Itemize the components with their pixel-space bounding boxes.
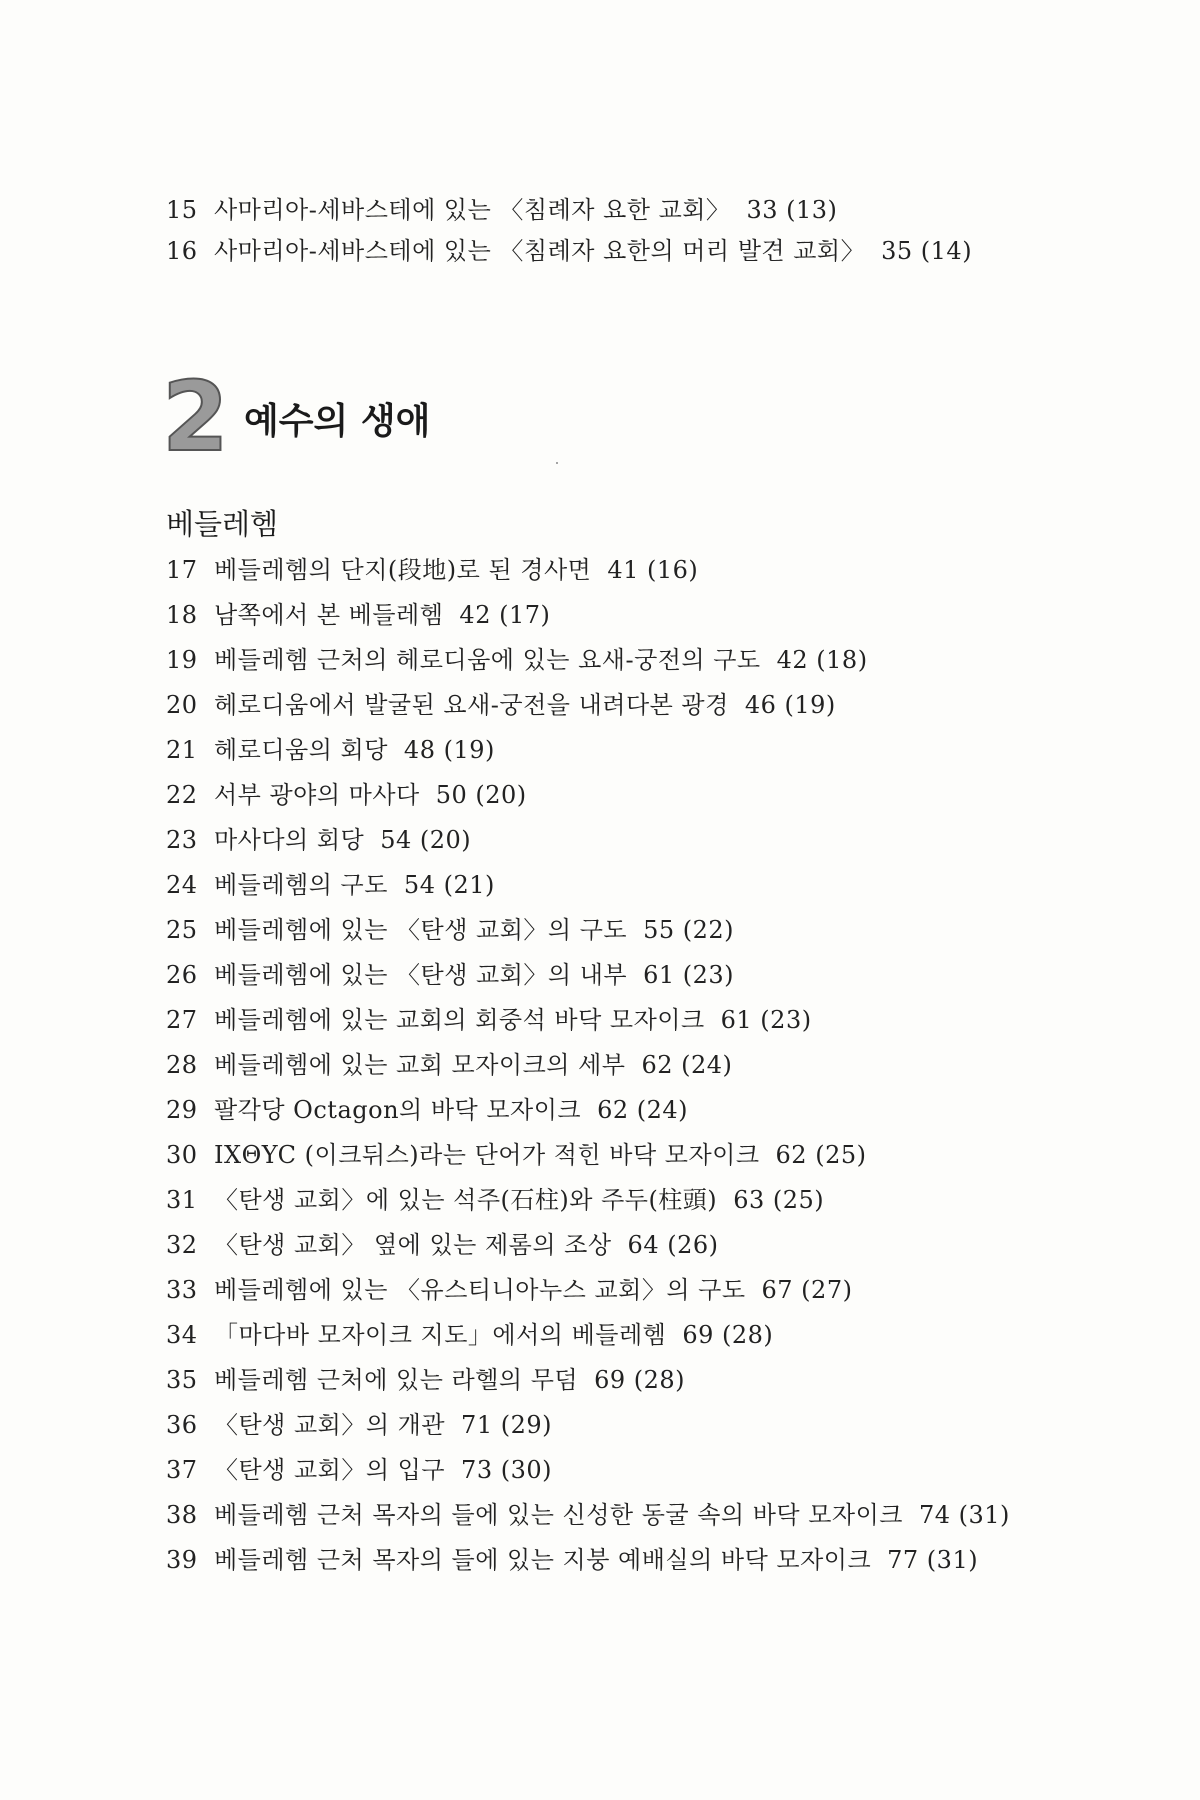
entry-page: 46 (19): [744, 691, 836, 719]
entry-page: 61 (23): [720, 1006, 812, 1034]
entry-title: 마사다의 회당: [214, 826, 365, 854]
entry-number: 26: [166, 961, 198, 989]
toc-entry: [166, 735, 495, 765]
entry-number: 19: [166, 646, 198, 674]
toc-entry: [166, 1050, 732, 1080]
entry-title: 서부 광야의 마사다: [214, 781, 420, 809]
entry-page: 62 (24): [597, 1096, 689, 1124]
entry-title: 헤로디움에서 발굴된 요새-궁전을 내려다본 광경: [214, 691, 729, 719]
section-title: 베들레헴: [166, 507, 279, 541]
toc-entry: [166, 600, 550, 630]
chapter-number: 2: [162, 361, 229, 473]
toc-entry: [166, 1275, 852, 1305]
entry-title: 베들레헴 근처 목자의 들에 있는 지붕 예배실의 바닥 모자이크: [214, 1546, 872, 1574]
entry-number: 31: [166, 1186, 198, 1214]
entry-page: 55 (22): [643, 916, 735, 944]
entry-number: 28: [166, 1051, 198, 1079]
entry-title: 〈탄생 교회〉 옆에 있는 제롬의 조상: [214, 1231, 612, 1259]
entry-number: 34: [166, 1321, 198, 1349]
toc-entry: [166, 1365, 685, 1395]
entry-number: 25: [166, 916, 198, 944]
entry-title: 사마리아-세바스테에 있는 〈침례자 요한 교회〉: [214, 196, 731, 224]
entry-number: 30: [166, 1141, 198, 1169]
entry-number: 29: [166, 1096, 198, 1124]
entry-title: 〈탄생 교회〉의 개관: [214, 1411, 446, 1439]
entry-title: 베들레헴 근처에 있는 라헬의 무덤: [214, 1366, 579, 1394]
chapter-heading: [162, 361, 762, 473]
entry-page: 71 (29): [461, 1411, 552, 1439]
toc-entry: [166, 1095, 688, 1125]
entry-title: 베들레헴의 단지(段地)로 된 경사면: [214, 556, 592, 584]
entry-page: 54 (20): [380, 826, 472, 854]
toc-entry: [166, 1500, 1010, 1530]
entry-number: 27: [166, 1006, 198, 1034]
entry-title: 베들레헴에 있는 교회의 회중석 바닥 모자이크: [214, 1006, 705, 1034]
entry-page: 41 (16): [607, 556, 699, 584]
entry-number: 36: [166, 1411, 198, 1439]
entry-number: 16: [166, 237, 198, 265]
entry-number: 20: [166, 691, 198, 719]
entry-number: 35: [166, 1366, 198, 1394]
entry-page: 48 (19): [403, 736, 495, 764]
entry-title: 〈탄생 교회〉에 있는 석주(石柱)와 주두(柱頭): [214, 1186, 718, 1214]
entry-number: 22: [166, 781, 198, 809]
entry-page: 69 (28): [594, 1366, 686, 1394]
toc-entry: [166, 1005, 812, 1035]
toc-entry: [166, 825, 471, 855]
entry-title: IXΘYC (이크뒤스)라는 단어가 적힌 바닥 모자이크: [214, 1141, 760, 1169]
entry-page: 63 (25): [733, 1186, 825, 1214]
entry-title: 사마리아-세바스테에 있는 〈침례자 요한의 머리 발견 교회〉: [214, 237, 866, 265]
toc-entry: [166, 1230, 718, 1260]
entry-page: 54 (21): [403, 871, 495, 899]
toc-entry: [166, 1455, 552, 1485]
toc-entry: [166, 690, 836, 720]
entry-number: 38: [166, 1501, 198, 1529]
entry-title: 남쪽에서 본 베들레헴: [214, 601, 444, 629]
entry-number: 17: [166, 556, 198, 584]
entry-number: 24: [166, 871, 198, 899]
entry-title: 베들레헴에 있는 교회 모자이크의 세부: [214, 1051, 626, 1079]
entry-page: 67 (27): [761, 1276, 853, 1304]
entry-page: 77 (31): [887, 1546, 979, 1574]
entry-title: 〈탄생 교회〉의 입구: [214, 1456, 446, 1484]
entry-title: 베들레헴에 있는 〈탄생 교회〉의 내부: [214, 961, 628, 989]
toc-entry: [166, 1140, 866, 1170]
entry-page: 33 (13): [746, 196, 838, 224]
toc-entry: [166, 1410, 552, 1440]
entry-title: 베들레헴에 있는 〈유스티니아누스 교회〉의 구도: [214, 1276, 746, 1304]
toc-entry: [166, 236, 972, 266]
entry-number: 37: [166, 1456, 198, 1484]
entry-title: 헤로디움의 회당: [214, 736, 388, 764]
entry-number: 32: [166, 1231, 198, 1259]
toc-entry: [166, 1320, 773, 1350]
entry-title: 베들레헴 근처의 헤로디움에 있는 요새-궁전의 구도: [214, 646, 761, 674]
toc-entry: [166, 555, 698, 585]
toc-entry: [166, 915, 734, 945]
entry-title: 「마다바 모자이크 지도」에서의 베들레헴: [214, 1321, 667, 1349]
entry-page: 61 (23): [643, 961, 735, 989]
print-speck: [556, 462, 558, 464]
toc-entry: [166, 960, 734, 990]
entry-page: 73 (30): [461, 1456, 552, 1484]
entry-page: 64 (26): [627, 1231, 719, 1259]
entry-number: 33: [166, 1276, 198, 1304]
entry-number: 21: [166, 736, 198, 764]
entry-page: 35 (14): [881, 237, 973, 265]
toc-entry: [166, 195, 837, 225]
entry-title: 베들레헴에 있는 〈탄생 교회〉의 구도: [214, 916, 628, 944]
entry-number: 23: [166, 826, 198, 854]
toc-entry: [166, 645, 868, 675]
chapter-title: 예수의 생애: [244, 401, 431, 442]
entry-page: 50 (20): [435, 781, 527, 809]
entry-title: 베들레헴의 구도: [214, 871, 388, 899]
toc-entry: [166, 870, 495, 900]
entry-page: 62 (24): [641, 1051, 733, 1079]
entry-number: 39: [166, 1546, 198, 1574]
toc-entry: [166, 1185, 824, 1215]
entry-page: 62 (25): [775, 1141, 867, 1169]
entry-number: 15: [166, 196, 198, 224]
entry-title: 베들레헴 근처 목자의 들에 있는 신성한 동굴 속의 바닥 모자이크: [214, 1501, 903, 1529]
entry-number: 18: [166, 601, 198, 629]
entry-page: 69 (28): [682, 1321, 774, 1349]
entry-title: 팔각당 Octagon의 바닥 모자이크: [214, 1096, 582, 1124]
entry-page: 42 (18): [776, 646, 868, 674]
toc-entry: [166, 1545, 978, 1575]
entry-page: 42 (17): [459, 601, 551, 629]
entry-page: 74 (31): [918, 1501, 1010, 1529]
toc-entry: [166, 780, 527, 810]
